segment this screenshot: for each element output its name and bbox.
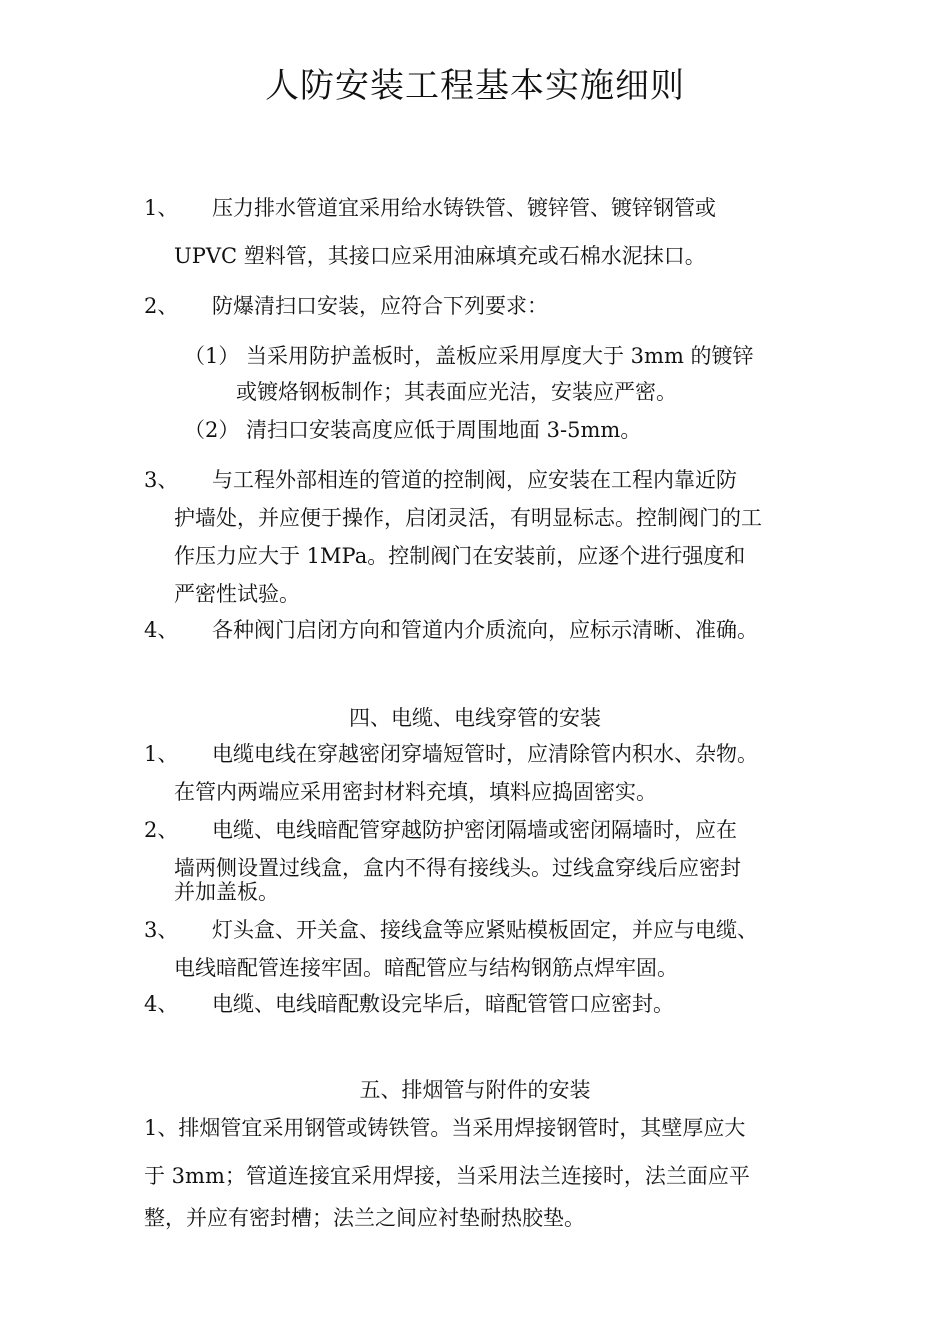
section-heading: 五、排烟管与附件的安装 <box>359 1078 591 1102</box>
item-text: 防爆清扫口安装，应符合下列要求： <box>212 294 548 318</box>
item-number: 2、 <box>144 294 179 318</box>
item-text: 清扫口安装高度应低于周围地面 3-5mm。 <box>246 418 642 442</box>
item-number: 1、 <box>144 196 179 220</box>
section-heading: 四、电缆、电线穿管的安装 <box>349 706 601 730</box>
item-text: 电缆、电线暗配敷设完毕后，暗配管管口应密封。 <box>212 992 674 1016</box>
item-text: 压力排水管道宜采用给水铸铁管、镀锌管、镀锌钢管或 <box>212 196 716 220</box>
item-text: 护墙处，并应便于操作，启闭灵活，有明显标志。控制阀门的工 <box>174 506 762 530</box>
paragraph-line: 1、排烟管宜采用钢管或铸铁管。当采用焊接钢管时，其壁厚应大 <box>144 1116 746 1140</box>
item-text: 并加盖板。 <box>174 880 279 904</box>
item-text: 当采用防护盖板时，盖板应采用厚度大于 3mm 的镀锌 <box>246 344 754 368</box>
item-text: 电缆电线在穿越密闭穿墙短管时，应清除管内积水、杂物。 <box>212 742 758 766</box>
sub-item-number: （2） <box>184 418 240 442</box>
item-text: 与工程外部相连的管道的控制阀，应安装在工程内靠近防 <box>212 468 737 492</box>
item-text: 灯头盒、开关盒、接线盒等应紧贴模板固定，并应与电缆、 <box>212 918 758 942</box>
item-text: 在管内两端应采用密封材料充填，填料应捣固密实。 <box>174 780 657 804</box>
sub-item-number: （1） <box>184 344 240 368</box>
item-text: 严密性试验。 <box>174 582 300 606</box>
page-title: 人防安装工程基本实施细则 <box>265 66 685 106</box>
item-text: 作压力应大于 1MPa。控制阀门在安装前，应逐个进行强度和 <box>174 544 746 568</box>
paragraph-line: 整，并应有密封槽；法兰之间应衬垫耐热胶垫。 <box>144 1206 585 1230</box>
item-number: 3、 <box>144 468 179 492</box>
item-number: 2、 <box>144 818 179 842</box>
item-number: 4、 <box>144 618 179 642</box>
item-text: 各种阀门启闭方向和管道内介质流向，应标示清晰、准确。 <box>212 618 758 642</box>
item-number: 4、 <box>144 992 179 1016</box>
item-text: 电线暗配管连接牢固。暗配管应与结构钢筋点焊牢固。 <box>174 956 678 980</box>
item-text: 墙两侧设置过线盒，盒内不得有接线头。过线盒穿线后应密封 <box>174 856 741 880</box>
item-number: 3、 <box>144 918 179 942</box>
item-text: 或镀烙钢板制作；其表面应光洁，安装应严密。 <box>236 380 677 404</box>
item-text: 电缆、电线暗配管穿越防护密闭隔墙或密闭隔墙时，应在 <box>212 818 737 842</box>
item-text: UPVC 塑料管，其接口应采用油麻填充或石棉水泥抹口。 <box>174 244 706 268</box>
paragraph-line: 于 3mm；管道连接宜采用焊接，当采用法兰连接时，法兰面应平 <box>144 1164 750 1188</box>
item-number: 1、 <box>144 742 179 766</box>
